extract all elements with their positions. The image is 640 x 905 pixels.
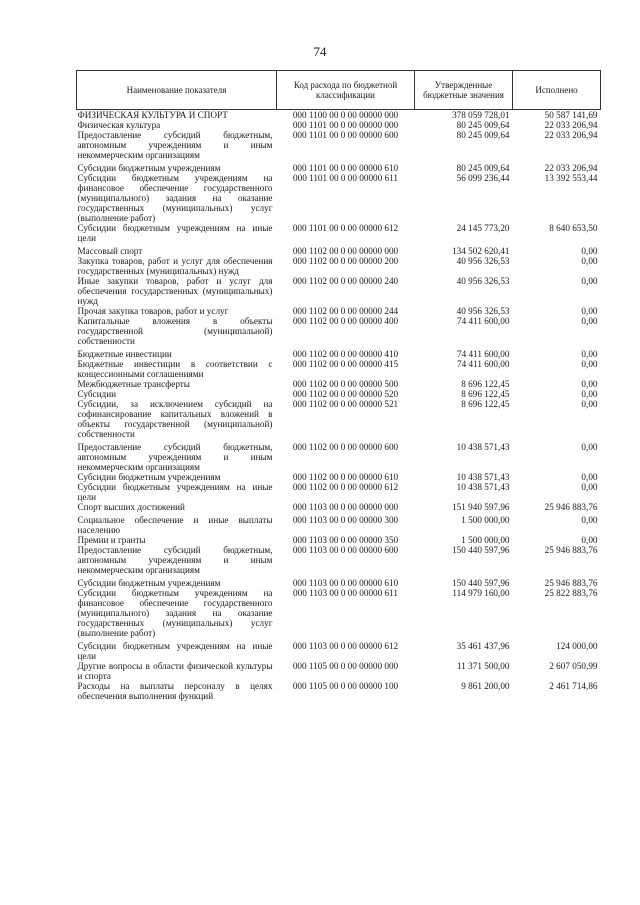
row-approved-value: 74 411 600,00 xyxy=(457,349,510,359)
table-body xyxy=(77,110,601,702)
row-budget-code: 000 1102 00 0 00 00000 500 xyxy=(292,379,399,389)
row-budget-code: 000 1103 00 0 00 00000 000 xyxy=(292,502,399,512)
row-indicator-name: Субсидии бюджетным учреждениям xyxy=(77,163,221,173)
table-row xyxy=(77,130,601,160)
row-indicator-name: Спорт высших достижений xyxy=(77,502,185,512)
row-budget-code: 000 1105 00 0 00 00000 000 xyxy=(292,661,399,671)
row-executed-value: 0,00 xyxy=(581,246,598,256)
row-budget-code: 000 1103 00 0 00 00000 300 xyxy=(292,515,399,525)
row-budget-code: 000 1102 00 0 00 00000 244 xyxy=(292,306,399,316)
row-indicator-name: Субсидии бюджетным учреждениям на иные цели xyxy=(77,482,273,502)
table-row xyxy=(77,545,601,575)
row-executed-value: 22 033 206,94 xyxy=(544,130,598,140)
row-approved-value: 151 940 597,96 xyxy=(452,502,510,512)
header-row xyxy=(77,71,601,110)
row-budget-code: 000 1102 00 0 00 00000 415 xyxy=(292,359,399,369)
row-indicator-name: Предоставление субсидий бюджетным, автономным учреждениям и иным некоммерческим организациям xyxy=(77,545,273,575)
row-indicator-name: Субсидии бюджетным учреждениям на иные цели xyxy=(77,641,273,661)
row-indicator-name: Бюджетные инвестиции в соответствии с концессионными соглашениями xyxy=(77,359,273,379)
row-budget-code: 000 1102 00 0 00 00000 600 xyxy=(292,442,399,452)
row-approved-value: 134 502 620,41 xyxy=(452,246,510,256)
row-approved-value: 80 245 009,64 xyxy=(456,163,510,173)
row-budget-code: 000 1102 00 0 00 00000 410 xyxy=(292,349,399,359)
header-budget-code: Код расхода по бюджетной классификации xyxy=(277,71,415,110)
table-row xyxy=(77,389,601,399)
row-executed-value: 0,00 xyxy=(581,515,598,525)
row-executed-value: 0,00 xyxy=(581,472,598,482)
row-indicator-name: Капитальные вложения в объекты государственной (муниципальной) собственности xyxy=(77,316,273,346)
row-indicator-name: Массовый спорт xyxy=(77,246,143,256)
table-row xyxy=(77,379,601,389)
table-row xyxy=(77,346,601,359)
table-row xyxy=(77,472,601,482)
row-approved-value: 114 979 160,00 xyxy=(452,588,510,598)
row-approved-value: 150 440 597,96 xyxy=(452,545,510,555)
budget-table-container xyxy=(76,70,600,701)
row-executed-value: 0,00 xyxy=(581,482,598,492)
row-budget-code: 000 1102 00 0 00 00000 520 xyxy=(292,389,399,399)
row-approved-value: 10 438 571,43 xyxy=(456,482,510,492)
row-approved-value: 56 099 236,44 xyxy=(456,173,510,183)
row-executed-value: 25 946 883,76 xyxy=(544,578,598,588)
row-indicator-name: Премии и гранты xyxy=(77,535,146,545)
row-executed-value: 25 822 883,76 xyxy=(544,588,598,598)
row-indicator-name: Субсидии бюджетным учреждениям на финансовое обеспечение государственного (муниципального) задания на оказание государственных (муниципальных) услуг (выполнение работ) xyxy=(77,173,273,223)
row-executed-value: 0,00 xyxy=(581,349,598,359)
table-row xyxy=(77,439,601,472)
row-indicator-name: Прочая закупка товаров, работ и услуг xyxy=(77,306,229,316)
table-row xyxy=(77,512,601,535)
row-indicator-name: Субсидии xyxy=(77,389,117,399)
row-indicator-name: Закупка товаров, работ и услуг для обеспечения государственных (муниципальных) нужд xyxy=(77,256,273,276)
row-budget-code: 000 1102 00 0 00 00000 240 xyxy=(292,276,399,286)
row-budget-code: 000 1101 00 0 00 00000 610 xyxy=(292,163,399,173)
row-approved-value: 1 500 000,00 xyxy=(461,515,510,525)
row-budget-code: 000 1103 00 0 00 00000 350 xyxy=(292,535,399,545)
row-indicator-name: Иные закупки товаров, работ и услуг для обеспечения государственных (муниципальных) нужд xyxy=(77,276,273,306)
table-row xyxy=(77,482,601,502)
row-budget-code: 000 1103 00 0 00 00000 600 xyxy=(292,545,399,555)
row-indicator-name: Бюджетные инвестиции xyxy=(77,349,172,359)
row-indicator-name: Физическая культура xyxy=(77,120,161,130)
row-budget-code: 000 1103 00 0 00 00000 612 xyxy=(292,641,399,651)
row-approved-value: 40 956 326,53 xyxy=(456,256,510,266)
row-indicator-name: Предоставление субсидий бюджетным, автономным учреждениям и иным некоммерческим организациям xyxy=(77,130,273,160)
row-executed-value: 0,00 xyxy=(581,316,598,326)
row-budget-code: 000 1101 00 0 00 00000 000 xyxy=(292,120,399,130)
row-budget-code: 000 1102 00 0 00 00000 000 xyxy=(292,246,399,256)
row-approved-value: 80 245 009,64 xyxy=(456,130,510,140)
row-indicator-name: Предоставление субсидий бюджетным, автономным учреждениям и иным некоммерческим организациям xyxy=(77,442,273,472)
row-budget-code: 000 1102 00 0 00 00000 610 xyxy=(292,472,399,482)
row-approved-value: 378 059 728,01 xyxy=(452,110,510,120)
table-row xyxy=(77,223,601,243)
row-approved-value: 8 696 122,45 xyxy=(461,399,510,409)
row-approved-value: 24 145 773,20 xyxy=(456,223,510,233)
header-approved-values: Утвержденные бюджетные значения xyxy=(415,71,513,110)
row-indicator-name: Субсидии, за исключением субсидий на софинансирование капитальных вложений в объекты государственной (муниципальной) собственности xyxy=(77,399,273,439)
row-executed-value: 22 033 206,94 xyxy=(544,120,598,130)
row-approved-value: 40 956 326,53 xyxy=(456,276,510,286)
row-executed-value: 0,00 xyxy=(581,256,598,266)
table-row xyxy=(77,110,601,121)
row-budget-code: 000 1101 00 0 00 00000 612 xyxy=(292,223,399,233)
row-indicator-name: Субсидии бюджетным учреждениям xyxy=(77,472,221,482)
row-approved-value: 40 956 326,53 xyxy=(456,306,510,316)
table-row xyxy=(77,316,601,346)
row-executed-value: 22 033 206,94 xyxy=(544,163,598,173)
row-executed-value: 50 587 141,69 xyxy=(544,110,598,120)
header-indicator-name: Наименование показателя xyxy=(77,71,277,110)
row-budget-code: 000 1102 00 0 00 00000 612 xyxy=(292,482,399,492)
table-header xyxy=(77,71,601,110)
row-indicator-name: Межбюджетные трансферты xyxy=(77,379,190,389)
row-approved-value: 8 696 122,45 xyxy=(461,379,510,389)
row-budget-code: 000 1102 00 0 00 00000 521 xyxy=(292,399,399,409)
row-indicator-name: ФИЗИЧЕСКАЯ КУЛЬТУРА И СПОРТ xyxy=(77,110,228,120)
row-indicator-name: Субсидии бюджетным учреждениям xyxy=(77,578,221,588)
row-indicator-name: Расходы на выплаты персоналу в целях обеспечения выполнения функций xyxy=(77,681,273,701)
row-budget-code: 000 1102 00 0 00 00000 400 xyxy=(292,316,399,326)
table-row xyxy=(77,306,601,316)
row-executed-value: 2 607 050,99 xyxy=(549,661,598,671)
row-executed-value: 0,00 xyxy=(581,276,598,286)
table-row xyxy=(77,173,601,223)
row-executed-value: 0,00 xyxy=(581,379,598,389)
row-budget-code: 000 1103 00 0 00 00000 611 xyxy=(293,588,398,598)
table-row xyxy=(77,502,601,512)
row-indicator-name: Другие вопросы в области физической культуры и спорта xyxy=(77,661,273,681)
row-approved-value: 8 696 122,45 xyxy=(461,389,510,399)
table-row xyxy=(77,276,601,306)
budget-execution-table xyxy=(76,70,601,701)
row-approved-value: 11 371 500,00 xyxy=(457,661,510,671)
row-executed-value: 0,00 xyxy=(581,535,598,545)
row-executed-value: 8 640 653,50 xyxy=(549,223,598,233)
table-row xyxy=(77,160,601,173)
table-row xyxy=(77,399,601,439)
table-row xyxy=(77,681,601,701)
row-approved-value: 80 245 009,64 xyxy=(456,120,510,130)
row-approved-value: 10 438 571,43 xyxy=(456,472,510,482)
row-executed-value: 124 000,00 xyxy=(556,641,598,651)
row-approved-value: 74 411 600,00 xyxy=(457,359,510,369)
table-row xyxy=(77,120,601,130)
row-approved-value: 1 500 000,00 xyxy=(461,535,510,545)
row-budget-code: 000 1102 00 0 00 00000 200 xyxy=(292,256,399,266)
table-row xyxy=(77,243,601,256)
row-executed-value: 25 946 883,76 xyxy=(544,502,598,512)
row-executed-value: 0,00 xyxy=(581,442,598,452)
row-executed-value: 13 392 553,44 xyxy=(544,173,598,183)
page-number: 74 xyxy=(313,44,327,59)
row-approved-value: 74 411 600,00 xyxy=(457,316,510,326)
row-approved-value: 150 440 597,96 xyxy=(452,578,510,588)
row-indicator-name: Социальное обеспечение и иные выплаты населению xyxy=(77,515,273,535)
row-executed-value: 25 946 883,76 xyxy=(544,545,598,555)
row-budget-code: 000 1101 00 0 00 00000 611 xyxy=(293,173,398,183)
row-budget-code: 000 1105 00 0 00 00000 100 xyxy=(292,681,399,691)
row-executed-value: 0,00 xyxy=(581,399,598,409)
table-row xyxy=(77,588,601,638)
header-executed: Исполнено xyxy=(513,71,601,110)
row-budget-code: 000 1101 00 0 00 00000 600 xyxy=(292,130,399,140)
row-indicator-name: Субсидии бюджетным учреждениям на иные цели xyxy=(77,223,273,243)
row-approved-value: 10 438 571,43 xyxy=(456,442,510,452)
table-row xyxy=(77,359,601,379)
row-executed-value: 0,00 xyxy=(581,359,598,369)
row-budget-code: 000 1100 00 0 00 00000 000 xyxy=(292,110,399,120)
table-row xyxy=(77,638,601,661)
row-approved-value: 35 461 437,96 xyxy=(456,641,510,651)
table-row xyxy=(77,661,601,681)
row-executed-value: 2 461 714,86 xyxy=(549,681,598,691)
table-row xyxy=(77,256,601,276)
table-row xyxy=(77,535,601,545)
row-executed-value: 0,00 xyxy=(581,306,598,316)
table-row xyxy=(77,575,601,588)
row-approved-value: 9 861 200,00 xyxy=(461,681,510,691)
row-budget-code: 000 1103 00 0 00 00000 610 xyxy=(292,578,399,588)
row-indicator-name: Субсидии бюджетным учреждениям на финансовое обеспечение государственного (муниципального) задания на оказание государственных (муниципальных) услуг (выполнение работ) xyxy=(77,588,273,638)
row-executed-value: 0,00 xyxy=(581,389,598,399)
